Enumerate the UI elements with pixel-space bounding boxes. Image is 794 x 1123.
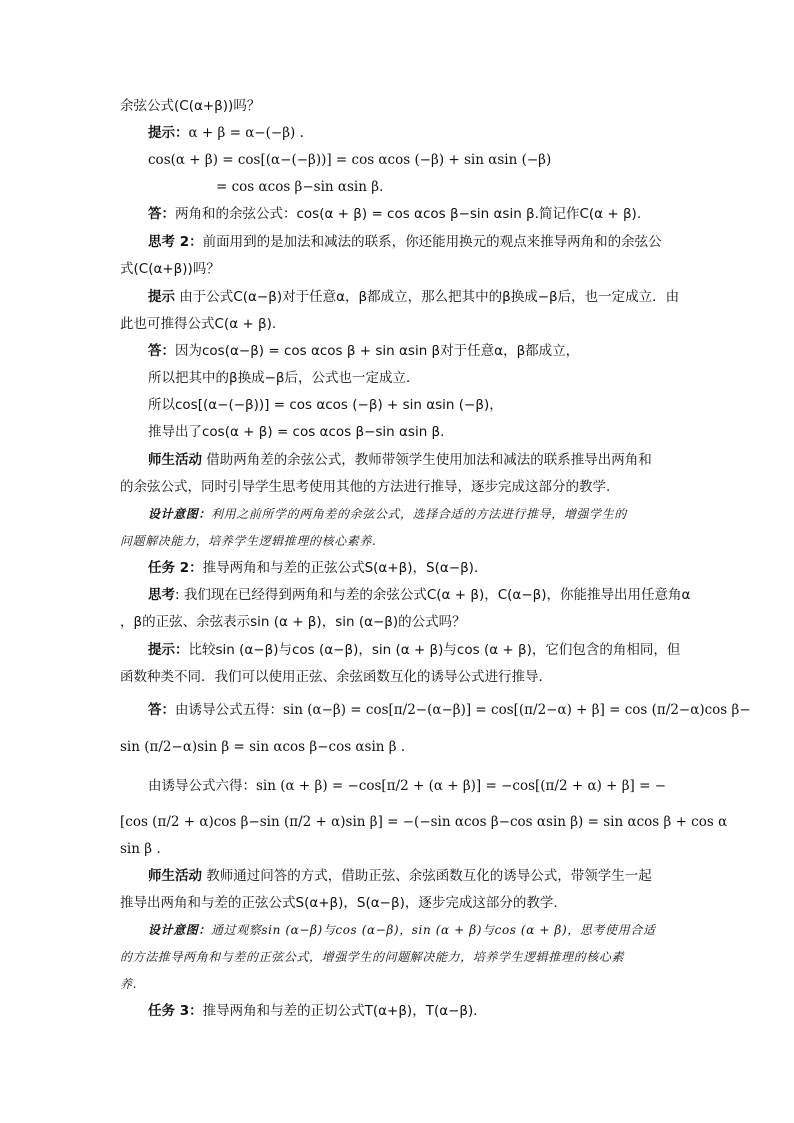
text-line: 余弦公式(C(α+β))吗？ <box>120 98 261 114</box>
activity-line: 师生活动 借助两角差的余弦公式，教师带领学生使用加法和减法的联系推导出两角和 <box>148 452 652 468</box>
design-line: 问题解决能力，培养学生逻辑推理的核心素养. <box>120 534 377 548</box>
think-label: 思考 <box>148 587 175 603</box>
think-line: 思考 2：前面用到的是加法和减法的联系，你还能用换元的观点来推导两角和的余弦公 <box>148 234 662 250</box>
hint-line: 提示：α + β = α−(−β) . <box>148 125 304 141</box>
text-line: 函数种类不同．我们可以使用正弦、余弦函数互化的诱导公式进行推导． <box>120 669 552 685</box>
task-line: 任务 2：推导两角和与差的正弦公式S(α+β)，S(α−β)． <box>148 560 488 576</box>
text-line: ，β的正弦、余弦表示sin (α + β)，sin (α−β)的公式吗？ <box>120 614 466 630</box>
hint-label: 提示 <box>148 289 175 305</box>
text-line: 推导出两角和与差的正弦公式S(α+β)，S(α−β)，逐步完成这部分的教学. <box>120 895 558 911</box>
text-line: 所以把其中的β换成−β后，公式也一定成立． <box>148 370 420 386</box>
design-line: 设计意图：利用之前所学的两角差的余弦公式，选择合适的方法进行推导，增强学生的 <box>148 507 627 521</box>
text-line: 推导出了cos(α + β) = cos αcos β−sin αsin β. <box>148 424 445 440</box>
hint-line: 提示 由于公式C(α−β)对于任意α，β都成立，那么把其中的β换成−β后，也一定成立．由 <box>148 289 680 305</box>
text-line: 所以cos[(α−(−β))] = cos αcos (−β) + sin αsin (−β)， <box>148 397 503 413</box>
answer-line: 答：由诱导公式五得：sin (α−β) = cos[π/2−(α−β)] = cos[(π/2−α) + β] = cos (π/2−α)cos β− <box>148 702 751 718</box>
text-line: 的余弦公式，同时引导学生思考使用其他的方法进行推导，逐步完成这部分的教学. <box>120 479 611 495</box>
answer-label: 答： <box>148 343 175 359</box>
formula-line: cos(α + β) = cos[(α−(−β))] = cos αcos (−β) + sin αsin (−β) <box>148 152 552 168</box>
formula-line: sin β . <box>120 841 161 857</box>
formula-line: [cos (π/2 + α)cos β−sin (π/2 + α)sin β] = −(−sin αcos β−cos αsin β) = sin αcos β + cos α <box>120 814 728 830</box>
task2-label: 任务 2： <box>148 560 203 576</box>
think-line: 思考: 我们现在已经得到两角和与差的余弦公式C(α + β)，C(α−β)，你能推导出用任意角α <box>148 587 691 603</box>
task-line: 任务 3：推导两角和与差的正切公式T(α+β)，T(α−β)． <box>148 1003 487 1019</box>
activity-label: 师生活动 <box>148 452 202 468</box>
formula-line: 由诱导公式六得：sin (α + β) = −cos[π/2 + (α + β)] = −cos[(π/2 + α) + β] = − <box>148 778 667 794</box>
answer-line: 答：因为cos(α−β) = cos αcos β + sin αsin β对于任意α，β都成立， <box>148 343 580 359</box>
design-label: 设计意图： <box>148 507 212 521</box>
answer-label: 答： <box>148 206 175 222</box>
activity-line: 师生活动 教师通过问答的方式，借助正弦、余弦函数互化的诱导公式，带领学生一起 <box>148 868 652 884</box>
design-line: 的方法推导两角和与差的正弦公式，增强学生的问题解决能力，培养学生逻辑推理的核心素 <box>120 950 625 964</box>
formula-line: = cos αcos β−sin αsin β. <box>216 179 384 195</box>
text-line: 式(C(α+β))吗？ <box>120 261 220 277</box>
task3-label: 任务 3： <box>148 1003 203 1019</box>
design-label: 设计意图： <box>148 923 212 937</box>
text-line: 此也可推得公式C(α + β). <box>120 316 277 332</box>
think2-label: 思考 2： <box>148 234 203 250</box>
design-line: 设计意图：通过观察sin (α−β)与cos (α−β)，sin (α + β)与cos (α + β)，思考使用合适 <box>148 923 656 937</box>
hint-label: 提示： <box>148 642 189 658</box>
hint-line: 提示：比较sin (α−β)与cos (α−β)，sin (α + β)与cos (α + β)，它们包含的角相同，但 <box>148 642 681 658</box>
design-line: 养. <box>120 977 138 991</box>
formula-line: sin (π/2−α)sin β = sin αcos β−cos αsin β . <box>120 739 406 755</box>
answer-line: 答：两角和的余弦公式：cos(α + β) = cos αcos β−sin αsin β.简记作C(α + β). <box>148 206 642 222</box>
hint-label: 提示： <box>148 125 189 141</box>
activity-label: 师生活动 <box>148 868 202 884</box>
answer-label: 答： <box>148 702 175 718</box>
